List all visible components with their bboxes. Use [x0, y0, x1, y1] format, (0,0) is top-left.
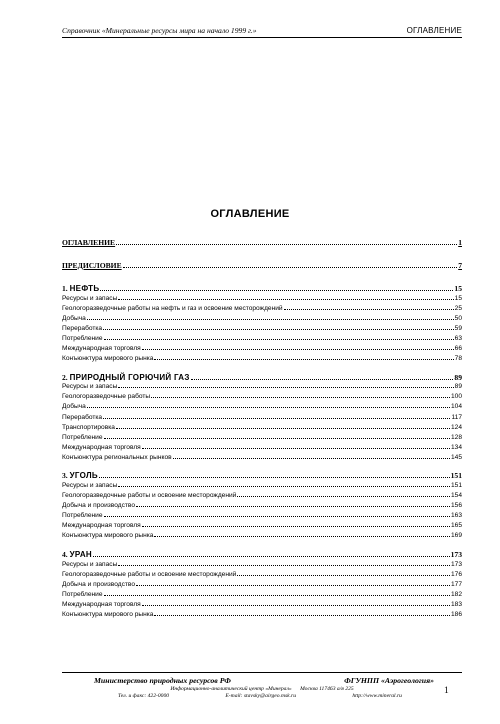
toc-subentry-page: 50 [454, 314, 462, 322]
toc-subentry-title: Добыча и производство [62, 502, 135, 510]
footer-ministry: Министерство природных ресурсов РФ [94, 676, 231, 685]
toc-subentry-page: 176 [450, 570, 462, 578]
toc-subentry-page: 124 [450, 423, 462, 431]
toc-entry-contents[interactable] [62, 238, 462, 248]
dot-leader [116, 423, 450, 429]
footer-address: Москва 117463 а/я 225 [300, 686, 354, 692]
footer-website[interactable]: http://www.mineral.ru [352, 693, 402, 699]
dot-leader [100, 285, 453, 291]
toc-subentry-page: 183 [450, 600, 462, 608]
toc-subentry-page: 169 [450, 532, 462, 540]
toc-subentry[interactable] [62, 383, 462, 393]
toc-subentry-title: Международная торговля [62, 345, 141, 353]
dot-leader [284, 304, 454, 310]
toc-subentry-page: 145 [450, 453, 462, 461]
toc-subentry[interactable] [62, 502, 462, 512]
toc-subentry-page: 66 [454, 345, 462, 353]
chapter-number: 1. [62, 284, 68, 293]
toc-subentry[interactable] [62, 294, 462, 304]
footer-phone: Тел. и факс: 422-0000 [118, 693, 170, 699]
chapter-name: НЕФТЬ [69, 284, 100, 293]
toc-subentry-page: 177 [450, 580, 462, 588]
toc-subentry-title: Международная торговля [62, 443, 141, 451]
chapter-number: 2. [62, 372, 68, 382]
toc-entry-preface[interactable] [62, 261, 462, 271]
dot-leader [103, 324, 454, 330]
page-number: 1 [444, 686, 449, 696]
footer-email[interactable]: E-mail: stavsky@airgeo.msk.ru [225, 693, 297, 699]
toc-subentry-title: Переработка [62, 413, 103, 421]
toc-subentry-page: 165 [450, 522, 462, 530]
dot-leader [237, 492, 450, 498]
dot-leader [104, 590, 450, 596]
toc-subentry-title: Геологоразведочные работы [62, 393, 151, 401]
toc-subentry-page: 63 [454, 334, 462, 342]
toc-subentry-page: 156 [450, 502, 462, 510]
chapter-name: УРАН [69, 549, 92, 559]
toc-subentry-page: 163 [450, 512, 462, 520]
toc-chapter-title [62, 373, 190, 382]
toc-subentry[interactable] [62, 344, 462, 354]
toc-subentry-title: Геологоразведочные работы и освоение месторождений [62, 570, 237, 578]
dot-leader [116, 239, 457, 245]
toc-subentry-page: 151 [450, 482, 462, 490]
toc-subentry-title: Конъюнктура мирового рынка [62, 532, 154, 540]
toc-subentry[interactable] [62, 481, 462, 491]
dot-leader [118, 481, 450, 487]
toc-subentry-title: Ресурсы и запасы [62, 294, 118, 302]
dot-leader [136, 580, 450, 586]
toc-subentry-title: Потребление [62, 512, 103, 520]
toc-subentry[interactable] [62, 453, 462, 463]
header-section-title: ОГЛАВЛЕНИЕ [406, 26, 462, 35]
toc-subentry-title: Конъюнктура мирового рынка [62, 611, 154, 619]
chapters-list [62, 284, 462, 621]
dot-leader [237, 570, 450, 576]
dot-leader [99, 472, 450, 478]
toc-chapter-2[interactable] [62, 373, 462, 383]
toc-subentry-title: Геологоразведочные работы на нефть и газ и освоение месторождений [62, 304, 283, 312]
page-title: ОГЛАВЛЕНИЕ [210, 208, 290, 220]
toc-subentry[interactable] [62, 600, 462, 610]
dot-leader [104, 433, 450, 439]
toc-subentry-title: Потребление [62, 590, 103, 598]
toc-subentry-title: Конъюнктура мирового рынка [62, 355, 154, 363]
toc-chapter-page: 151 [450, 471, 462, 481]
chapter-name: УГОЛЬ [69, 471, 98, 481]
footer-org: ФГУНПП «Аэрогеология» [344, 676, 434, 685]
page-footer [62, 672, 462, 699]
toc-chapter-1[interactable] [62, 284, 462, 294]
dot-leader [142, 522, 450, 528]
toc-subentry-page: 89 [454, 383, 462, 391]
toc-subentry-page: 15 [454, 294, 462, 302]
toc-subentry[interactable] [62, 570, 462, 580]
toc-subentry-title: Ресурсы и запасы [62, 383, 118, 391]
toc-subentry-page: 128 [450, 433, 462, 441]
dot-leader [93, 551, 450, 557]
chapter-number: 4. [62, 549, 68, 559]
toc-subentry-page: 182 [450, 590, 462, 598]
toc-subentry[interactable] [62, 304, 462, 314]
toc-subentry[interactable] [62, 443, 462, 453]
toc-subentry[interactable] [62, 560, 462, 570]
toc-subentry-page: 78 [454, 355, 462, 363]
toc-subentry-title: Добыча [62, 314, 86, 322]
dot-leader [104, 512, 450, 518]
toc-subentry[interactable] [62, 610, 462, 620]
running-header [62, 27, 462, 38]
toc-subentry[interactable] [62, 532, 462, 542]
toc-subentry[interactable] [62, 393, 462, 403]
toc-chapter-title [62, 284, 99, 293]
toc-chapter-title [62, 471, 98, 480]
toc-subentry-title: Добыча [62, 403, 86, 411]
dot-leader [118, 383, 453, 389]
toc-subentry[interactable] [62, 413, 462, 423]
table-of-contents [62, 238, 462, 621]
footer-center: Информационно-аналитический центр «Минерал» [170, 686, 292, 692]
dot-leader [173, 453, 450, 459]
dot-leader [151, 393, 450, 399]
toc-subentry-title: Международная торговля [62, 600, 141, 608]
toc-subentry-title: Конъюнктура региональных рынков [62, 453, 172, 461]
toc-subentry[interactable] [62, 334, 462, 344]
toc-entry-page: 1 [458, 238, 462, 247]
toc-subentry-title: Международная торговля [62, 522, 141, 530]
toc-chapter-page: 89 [454, 372, 462, 382]
toc-subentry[interactable] [62, 355, 462, 365]
toc-subentry[interactable] [62, 580, 462, 590]
dot-leader [103, 413, 450, 419]
toc-subentry-title: Потребление [62, 433, 103, 441]
toc-subentry[interactable] [62, 590, 462, 600]
dot-leader [123, 262, 458, 268]
dot-leader [87, 314, 454, 320]
toc-subentry-title: Транспортировка [62, 423, 115, 431]
toc-subentry-title: Геологоразведочные работы и освоение месторождений [62, 492, 237, 500]
toc-subentry-title: Потребление [62, 334, 103, 342]
dot-leader [118, 560, 450, 566]
dot-leader [154, 532, 450, 538]
dot-leader [87, 403, 450, 409]
toc-subentry[interactable] [62, 433, 462, 443]
toc-subentry-title: Ресурсы и запасы [62, 482, 118, 490]
toc-chapter-page: 173 [450, 549, 462, 559]
toc-subentry-page: 59 [454, 324, 462, 332]
dot-leader [142, 443, 450, 449]
toc-subentry-title: Переработка [62, 324, 103, 332]
dot-leader [154, 610, 450, 616]
dot-leader [191, 373, 454, 379]
dot-leader [104, 334, 454, 340]
chapter-number: 3. [62, 471, 68, 481]
toc-chapter-page: 15 [454, 284, 462, 293]
toc-subentry[interactable] [62, 324, 462, 334]
toc-subentry-title: Ресурсы и запасы [62, 560, 118, 568]
toc-subentry-page: 134 [450, 443, 462, 451]
toc-subentry-page: 117 [451, 413, 462, 421]
toc-subentry[interactable] [62, 403, 462, 413]
dot-leader [118, 294, 453, 300]
toc-subentry-title: Добыча и производство [62, 580, 135, 588]
dot-leader [142, 344, 454, 350]
toc-subentry-page: 154 [450, 492, 462, 500]
toc-subentry[interactable] [62, 512, 462, 522]
toc-subentry-page: 104 [450, 403, 462, 411]
toc-subentry-page: 25 [454, 304, 462, 312]
toc-subentry-page: 173 [450, 560, 462, 568]
toc-chapter-3[interactable] [62, 471, 462, 481]
dot-leader [142, 600, 450, 606]
toc-subentry[interactable] [62, 492, 462, 502]
toc-subentry-page: 100 [450, 393, 462, 401]
toc-subentry[interactable] [62, 314, 462, 324]
toc-subentry[interactable] [62, 423, 462, 433]
toc-entry-title: ПРЕДИСЛОВИЕ [62, 261, 122, 270]
toc-subentry-page: 186 [450, 611, 462, 619]
dot-leader [136, 502, 450, 508]
dot-leader [154, 355, 453, 361]
chapter-name: ПРИРОДНЫЙ ГОРЮЧИЙ ГАЗ [69, 372, 190, 382]
header-book-title: Справочник «Минеральные ресурсы мира на начало 1999 г.» [62, 26, 257, 36]
toc-chapter-4[interactable] [62, 550, 462, 560]
toc-entry-title: ОГЛАВЛЕНИЕ [62, 238, 116, 247]
toc-chapter-title [62, 550, 92, 559]
toc-subentry[interactable] [62, 522, 462, 532]
toc-entry-page: 7 [458, 261, 462, 270]
